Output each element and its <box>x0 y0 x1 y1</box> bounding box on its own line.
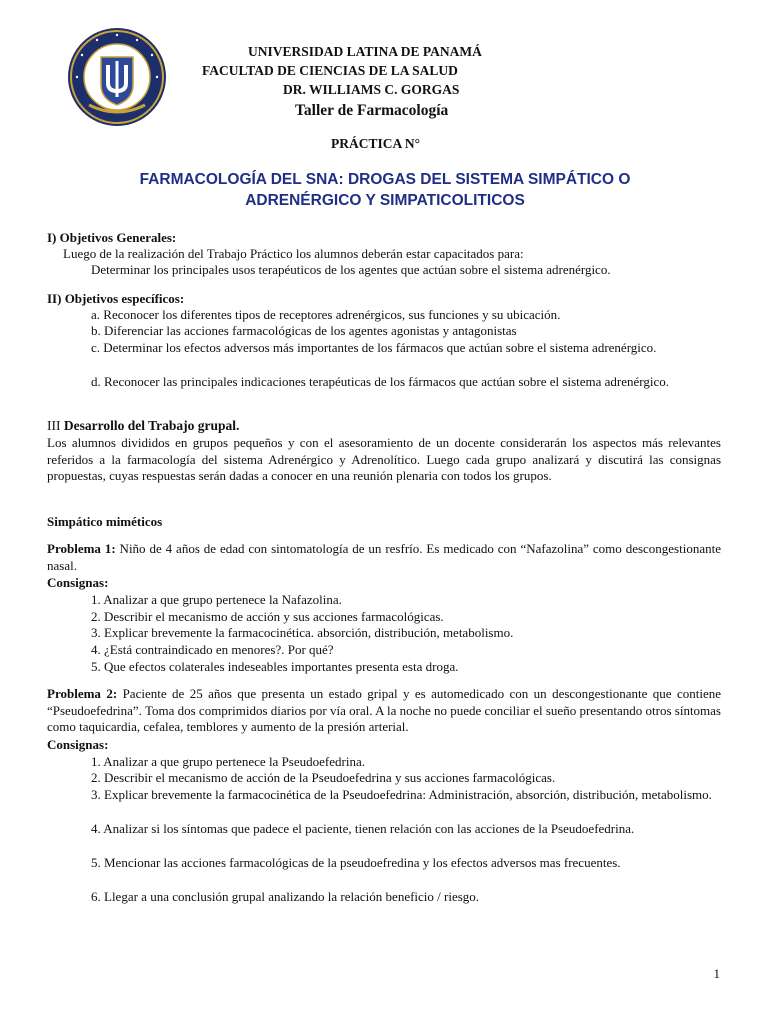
practice-number: PRÁCTICA N° <box>331 136 421 151</box>
page-number: 1 <box>713 966 720 981</box>
general-objective-item: Determinar los principales usos terapéuticos de los agentes que actúan sobre el sistema adrenérgico. <box>91 262 611 277</box>
development-paragraph: Los alumnos divididos en grupos pequeños y con el asesoramiento de un docente considerarán los aspectos más relevantes referidos a la farmacología del sistema Adrenérgico y Adrenolítico. Luego cada grupo analizará y discutirá las consignas propuestas, cuyas respuestas serán dadas a conocer en una reunión plenaria con todos los grupos. <box>47 435 721 483</box>
workshop-title: Taller de Farmacología <box>295 102 449 119</box>
specific-objective-b: b. Diferenciar las acciones farmacológicas de los agentes agonistas y antagonistas <box>91 323 517 338</box>
problem2-statement: Problema 2: Paciente de 25 años que presenta un estado gripal y es automedicado con un descongestionante que contiene “Pseudoefedrina”. Toma dos comprimidos diarios por vía oral. A la noche no puede conciliar el sueño presentando otros síntomas como taquicardia, cefalea, temblores y aumento de la presión arterial. <box>47 686 721 734</box>
problem2-item-1: 1. Analizar a que grupo pertenece la Pseudoefedrina. <box>91 754 365 769</box>
problem1-item-3: 3. Explicar brevemente la farmacocinética. absorción, distribución, metabolismo. <box>91 625 514 640</box>
problem2-consignas-label: Consignas: <box>47 737 109 752</box>
general-objectives-heading: I) Objetivos Generales: <box>47 230 177 245</box>
problem1-item-1: 1. Analizar a que grupo pertenece la Nafazolina. <box>91 592 342 607</box>
problem2-item-3: 3. Explicar brevemente la farmacocinética de la Pseudoefedrina: Administración, absorción, distribución, metabolismo. <box>91 787 712 802</box>
specific-objectives-heading: II) Objetivos específicos: <box>47 291 185 306</box>
general-objectives-intro: Luego de la realización del Trabajo Práctico los alumnos deberán estar capacitados para: <box>63 246 524 261</box>
problem1-consignas-label: Consignas: <box>47 575 109 590</box>
problem2-item-4: 4. Analizar si los síntomas que padece el paciente, tienen relación con las acciones de la Pseudoefedrina. <box>91 821 635 836</box>
development-heading: III Desarrollo del Trabajo grupal. <box>47 418 240 433</box>
specific-objective-a: a. Reconocer los diferentes tipos de receptores adrenérgicos, sus funciones y su ubicación. <box>91 307 561 322</box>
problem2-item-2: 2. Describir el mecanismo de acción de la Pseudoefedrina y sus acciones farmacológicas. <box>91 770 556 785</box>
faculty-name: FACULTAD DE CIENCIAS DE LA SALUD <box>202 63 458 78</box>
problem1-statement: Problema 1: Niño de 4 años de edad con sintomatología de un resfrío. Es medicado con “Nafazolina” como descongestionante nasal. <box>47 541 721 573</box>
problem1-item-5: 5. Que efectos colaterales indeseables importantes presenta esta droga. <box>91 659 459 674</box>
specific-objective-c: c. Determinar los efectos adversos más importantes de los fármacos que actúan sobre el sistema adrenérgico. <box>91 340 657 355</box>
section-title: Simpático miméticos <box>47 514 163 529</box>
problem1-item-4: 4. ¿Está contraindicado en menores?. Por qué? <box>91 642 334 657</box>
university-seal-logo <box>67 27 167 127</box>
problem2-item-6: 6. Llegar a una conclusión grupal analizando la relación beneficio / riesgo. <box>91 889 480 904</box>
problem1-item-2: 2. Describir el mecanismo de acción y sus acciones farmacológicas. <box>91 609 444 624</box>
document-title-line1: FARMACOLOGÍA DEL SNA: DROGAS DEL SISTEMA SIMPÁTICO O <box>139 171 631 188</box>
university-name: UNIVERSIDAD LATINA DE PANAMÁ <box>248 44 482 59</box>
problem2-item-5: 5. Mencionar las acciones farmacológicas de la pseudoefredina y los efectos adversos mas frecuentes. <box>91 855 621 870</box>
specific-objective-d: d. Reconocer las principales indicaciones terapéuticas de los fármacos que actúan sobre el sistema adrenérgico. <box>91 374 670 389</box>
document-title-line2: ADRENÉRGICO Y SIMPATICOLITICOS <box>245 192 525 209</box>
professor-name: DR. WILLIAMS C. GORGAS <box>283 82 460 97</box>
